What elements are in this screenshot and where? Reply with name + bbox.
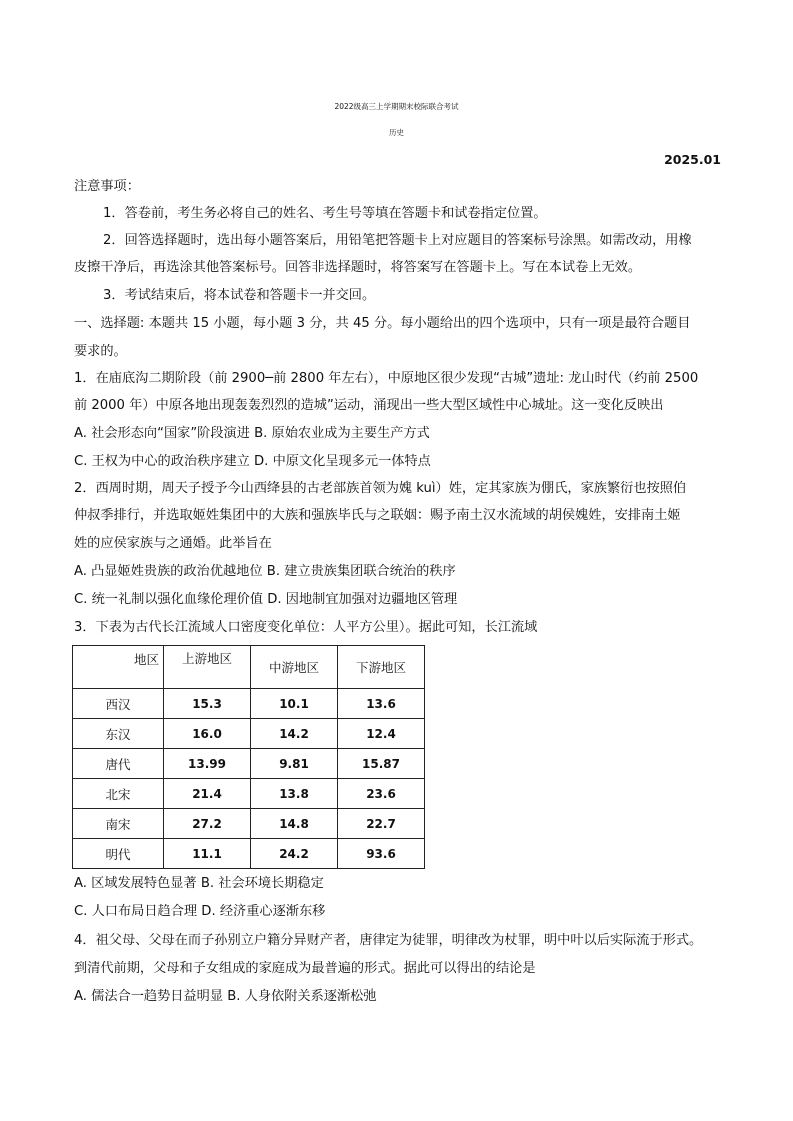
table-cell: 13.8 bbox=[251, 779, 338, 809]
table-cell: 9.81 bbox=[251, 749, 338, 779]
exam-subject: 历史 bbox=[389, 128, 404, 137]
table-cell: 14.2 bbox=[251, 719, 338, 749]
q1-stem-line-2: 前 2000 年）中原各地出现轰轰烈烈的造城”运动，涌现出一些大型区域性中心城址。这一变化反映出 bbox=[74, 398, 664, 413]
exam-title: 2022级高三上学期期末校际联合考试 bbox=[334, 102, 459, 111]
q1-stem-line-1: 1．在庙底沟二期阶段（前 2900─前 2800 年左右），中原地区很少发现“古城”遗址: 龙山时代（约前 2500 bbox=[74, 371, 699, 386]
table-era: 唐代 bbox=[73, 749, 164, 779]
table-cell: 27.2 bbox=[164, 809, 251, 839]
section-1-line-2: 要求的。 bbox=[74, 344, 127, 359]
notes-item-2-line-1: 2．回答选择题时，选出每小题答案后，用铅笔把答题卡上对应题目的答案标号涂黑。如需改动，用橡 bbox=[103, 233, 692, 248]
table-header-upper: 上游地区 bbox=[164, 646, 251, 689]
q4-stem-line-1: 4．祖父母、父母在而子孙别立户籍分异财产者，唐律定为徒罪，明律改为杖罪，明中叶以后实际流于形式。 bbox=[74, 933, 703, 948]
table-cell: 21.4 bbox=[164, 779, 251, 809]
exam-date: 2025.01 bbox=[664, 152, 721, 167]
table-header-row bbox=[73, 646, 425, 689]
table-cell: 22.7 bbox=[338, 809, 425, 839]
table-cell: 15.87 bbox=[338, 749, 425, 779]
table-row bbox=[73, 749, 425, 779]
table-row bbox=[73, 779, 425, 809]
table-header-middle: 中游地区 bbox=[251, 646, 338, 689]
table-era: 南宋 bbox=[73, 809, 164, 839]
population-density-table bbox=[72, 645, 425, 869]
table-row bbox=[73, 839, 425, 869]
table-cell: 93.6 bbox=[338, 839, 425, 869]
notes-item-2-line-2: 皮擦干净后，再选涂其他答案标号。回答非选择题时，将答案写在答题卡上。写在本试卷上无效。 bbox=[74, 260, 642, 275]
table-era: 西汉 bbox=[73, 689, 164, 719]
q3-options-ab: A. 区域发展特色显著 B. 社会环境长期稳定 bbox=[74, 876, 324, 891]
q1-options-ab: A. 社会形态向“国家”阶段演进 B. 原始农业成为主要生产方式 bbox=[74, 426, 430, 441]
table-cell: 12.4 bbox=[338, 719, 425, 749]
table-cell: 23.6 bbox=[338, 779, 425, 809]
q2-options-ab: A. 凸显姬姓贵族的政治优越地位 B. 建立贵族集团联合统治的秩序 bbox=[74, 564, 456, 579]
table-cell: 14.8 bbox=[251, 809, 338, 839]
section-1-line-1: 一、选择题: 本题共 15 小题，每小题 3 分，共 45 分。每小题给出的四个选项中，只有一项是最符合题目 bbox=[74, 316, 691, 331]
table-era: 东汉 bbox=[73, 719, 164, 749]
q3-options-cd: C. 人口布局日趋合理 D. 经济重心逐渐东移 bbox=[74, 904, 326, 919]
table-cell: 24.2 bbox=[251, 839, 338, 869]
q2-stem-line-2: 仲叔季排行，并选取姬姓集团中的大族和强族毕氏与之联姻：赐予南土汉水流域的胡侯媿姓，安排南土姬 bbox=[74, 508, 681, 523]
notes-item-1: 1．答卷前，考生务必将自己的姓名、考生号等填在答题卡和试卷指定位置。 bbox=[103, 206, 547, 221]
table-cell: 11.1 bbox=[164, 839, 251, 869]
table-cell: 16.0 bbox=[164, 719, 251, 749]
q2-options-cd: C. 统一礼制以强化血缘伦理价值 D. 因地制宜加强对边疆地区管理 bbox=[74, 592, 458, 607]
q4-options-ab: A. 儒法合一趋势日益明显 B. 人身依附关系逐渐松弛 bbox=[74, 989, 377, 1004]
table-cell: 13.6 bbox=[338, 689, 425, 719]
table-row bbox=[73, 719, 425, 749]
table-corner-label: 地区 bbox=[73, 646, 164, 689]
notes-item-3: 3．考试结束后，将本试卷和答题卡一并交回。 bbox=[103, 288, 376, 303]
table-row bbox=[73, 689, 425, 719]
q3-stem: 3．下表为古代长江流域人口密度变化单位：人平方公里）。据此可知，长江流域 bbox=[74, 620, 538, 635]
q1-options-cd: C. 王权为中心的政治秩序建立 D. 中原文化呈现多元一体特点 bbox=[74, 454, 431, 469]
table-cell: 13.99 bbox=[164, 749, 251, 779]
q4-stem-line-2: 到清代前期，父母和子女组成的家庭成为最普遍的形式。据此可以得出的结论是 bbox=[74, 961, 536, 976]
table-era: 明代 bbox=[73, 839, 164, 869]
table-era: 北宋 bbox=[73, 779, 164, 809]
q2-stem-line-1: 2．西周时期，周天子授予今山西绛县的古老部族首领为媿 kuì）姓，定其家族为倗氏，家族繁衍也按照伯 bbox=[74, 481, 687, 496]
q2-stem-line-3: 姓的应侯家族与之通婚。此举旨在 bbox=[74, 536, 272, 551]
table-header-lower: 下游地区 bbox=[338, 646, 425, 689]
table-cell: 15.3 bbox=[164, 689, 251, 719]
table-cell: 10.1 bbox=[251, 689, 338, 719]
notes-heading: 注意事项： bbox=[74, 179, 140, 194]
table-row bbox=[73, 809, 425, 839]
